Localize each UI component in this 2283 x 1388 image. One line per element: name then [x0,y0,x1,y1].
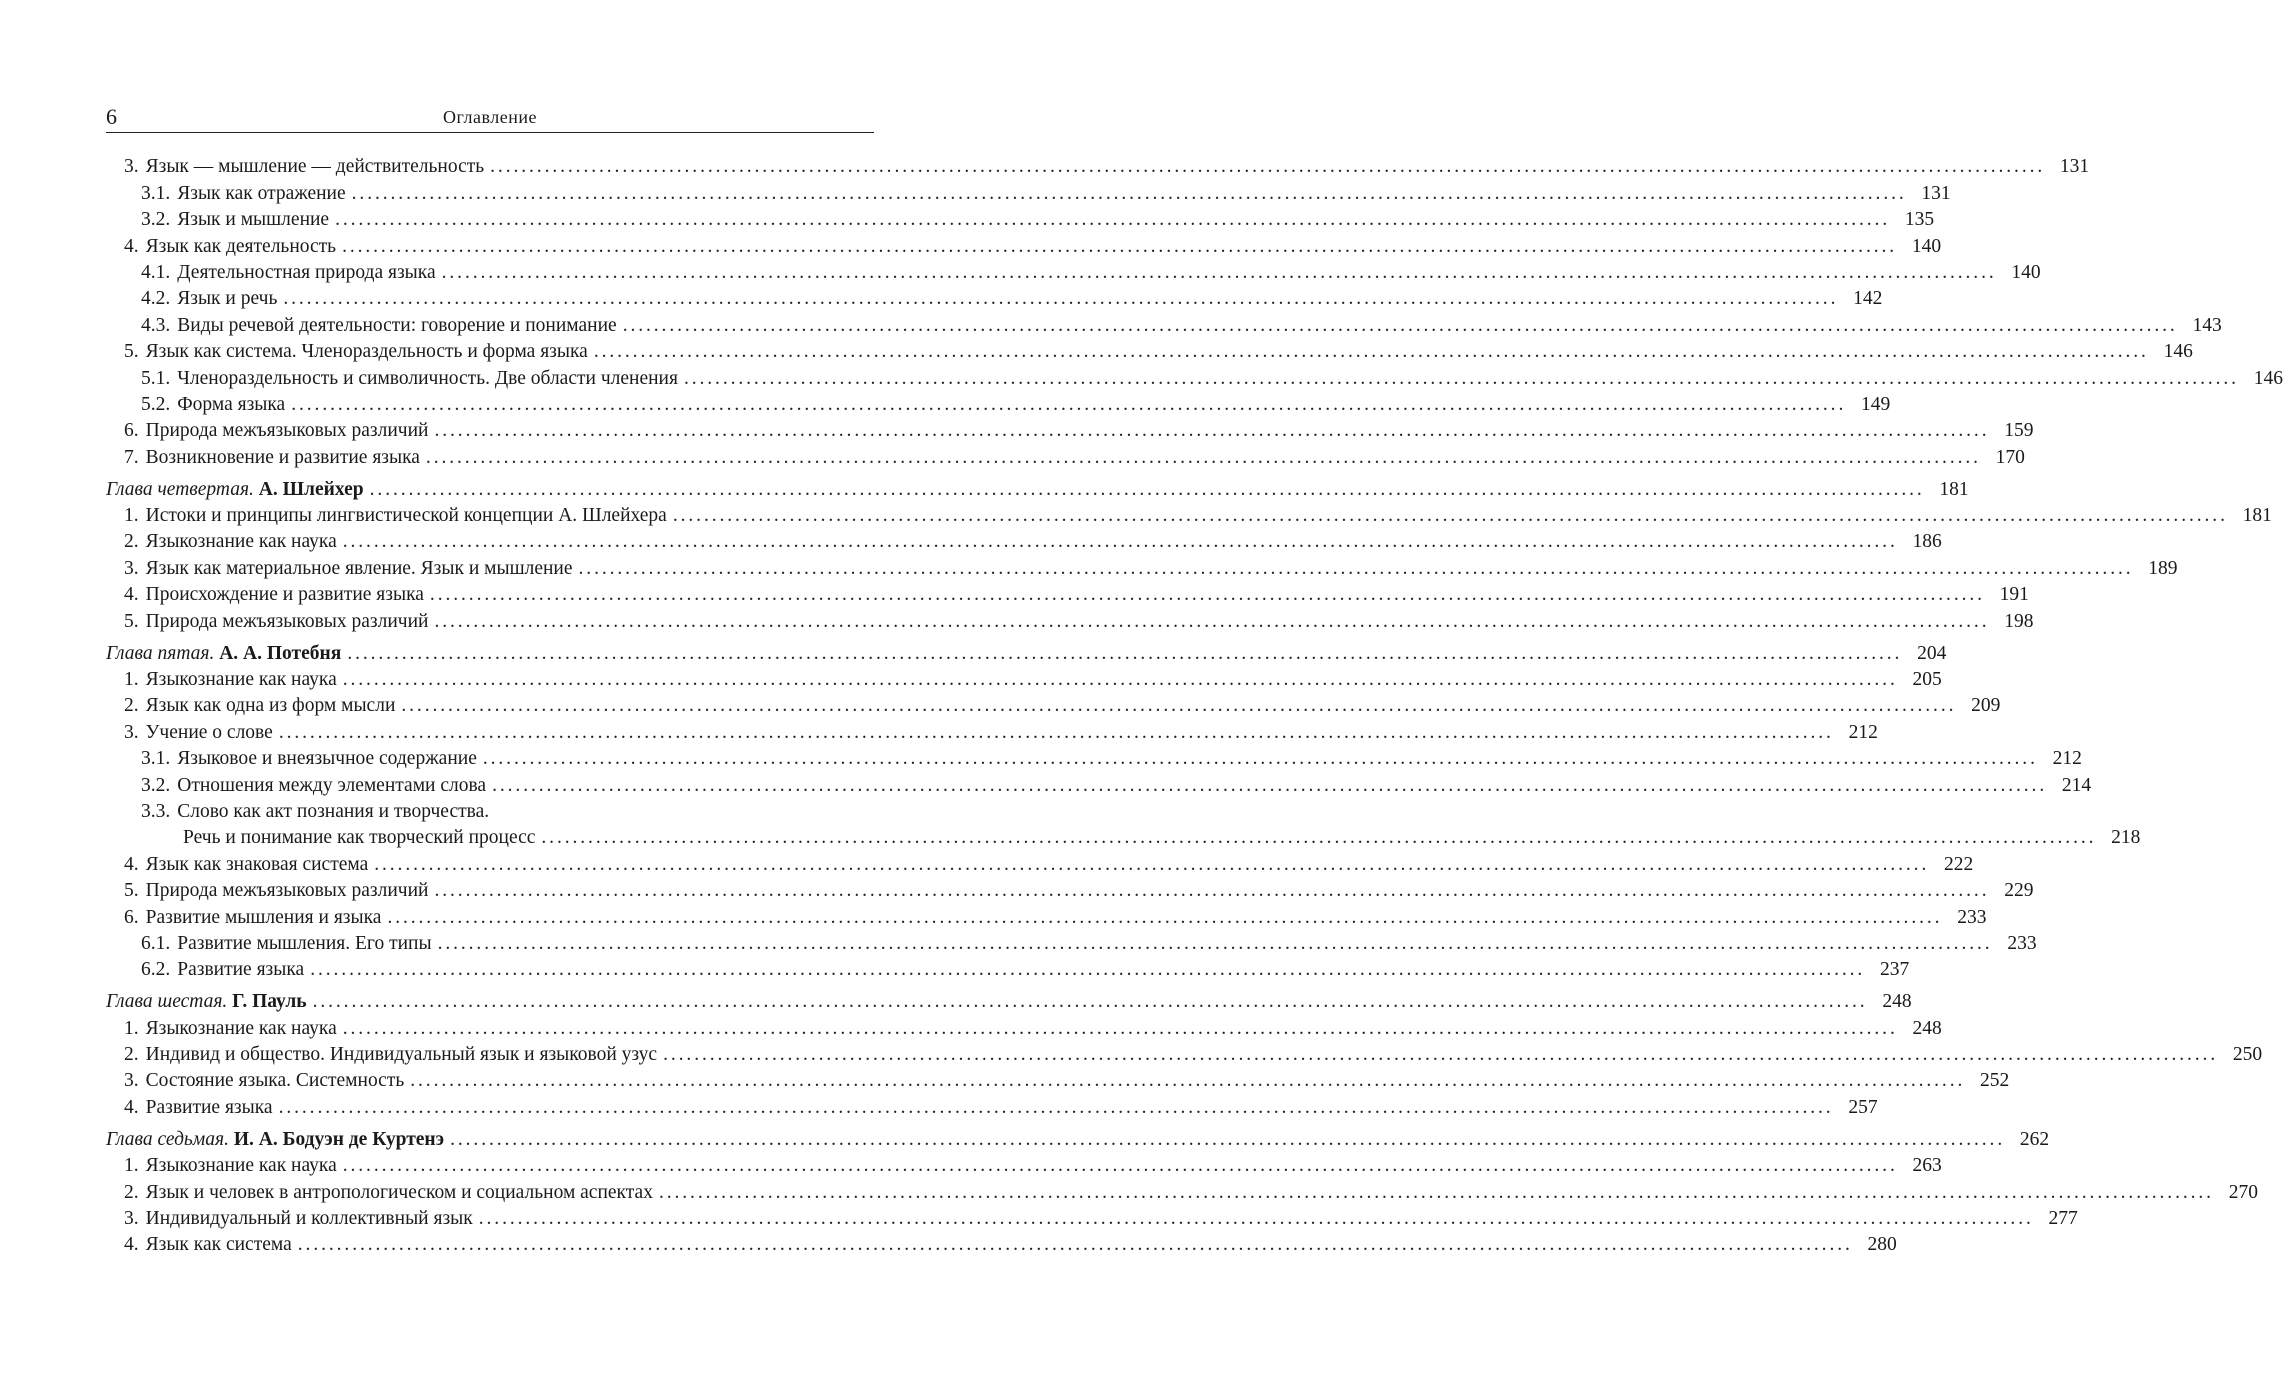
toc-entry-page: 277 [2048,1208,2078,1229]
dot-leader: ........................................................................................................................................................................................................ [342,1155,1898,1177]
toc-entry-page: 205 [1912,669,1942,690]
toc-entry-title: Возникновение и развитие языка [145,446,420,468]
toc-entry-page: 170 [1995,446,2025,468]
toc-entry [106,1094,1878,1120]
dot-leader: ........................................................................................................................................................................................................ [278,721,1834,743]
dot-leader: ........................................................................................................................................................................................................ [578,557,2134,579]
toc-entry-page: 131 [2059,156,2090,178]
toc-entry-page: 209 [1971,695,2001,717]
toc-entry-number: 3. [124,557,139,579]
page-number: 6 [106,104,117,129]
toc-entry-title: Индивид и общество. Индивидуальный язык и языковой узус [145,1044,658,1066]
toc-entry-page: 257 [1848,1096,1878,1118]
toc-entry-number: 3.1. [141,748,171,770]
dot-leader: ........................................................................................................................................................................................................ [347,642,1903,664]
toc-entry-title: Форма языка [177,393,286,415]
page-header [106,104,874,133]
toc-entry-page: 142 [1853,288,1883,310]
toc-entry-page: 149 [1860,393,1891,415]
dot-leader: ........................................................................................................................................................................................................ [434,420,1990,442]
toc-chapter [106,989,1912,1015]
toc-entry-title: Истоки и принципы лингвистической концепции А. Шлейхера [145,505,667,527]
toc-entry [106,180,1951,206]
toc-entry-number: 4.2. [141,288,171,310]
toc-entry [106,667,1942,693]
toc-entry-page: 159 [2004,420,2034,442]
toc-chapter [106,1126,2050,1152]
toc-entry-number: 6. [124,906,139,928]
toc-entry-page: 270 [2228,1181,2258,1203]
toc-entry [106,1206,2078,1232]
dot-leader: ........................................................................................................................................................................................................ [663,1044,2219,1066]
toc-entry-title: Природа межъязыковых различий [145,420,429,442]
dot-leader: ........................................................................................................................................................................................................ [291,393,1847,415]
toc-entry [106,931,2037,957]
toc-entry-number: 3.2. [141,774,171,796]
toc-entry-page: 233 [2007,932,2037,954]
toc-entry-number: 4. [124,584,139,606]
toc-entry-title: Язык и мышление [177,209,330,231]
toc-entry [106,608,2034,634]
toc-entry-number: 4. [124,853,139,875]
toc-entry [106,260,2041,286]
dot-leader: ........................................................................................................................................................................................................ [283,288,1839,310]
toc-entry-page: 229 [2004,880,2034,902]
toc-entry [106,392,1891,418]
dot-leader: ........................................................................................................................................................................................................ [425,446,1981,468]
toc-entry-number: 1. [124,1155,139,1177]
toc-entry-title: Развитие языка [177,959,305,981]
chapter-prefix: Глава пятая. [106,642,215,664]
table-of-contents [106,154,2283,1258]
toc-entry-number: 3.3. [141,800,171,822]
toc-entry [106,1068,2010,1094]
toc-entry-page: 214 [2061,774,2092,796]
toc-entry-number: 3. [124,1208,139,1229]
toc-entry [106,286,1883,312]
toc-entry-title: Языкознание как наука [145,1017,337,1039]
dot-leader: ........................................................................................................................................................................................................ [482,748,2038,770]
toc-chapter [106,476,1969,502]
toc-entry-number: 2. [124,1181,139,1203]
toc-entry [106,799,874,825]
dot-leader: ........................................................................................................................................................................................................ [492,774,2048,796]
dot-leader: ........................................................................................................................................................................................................ [437,932,1993,954]
toc-entry-number: 4.1. [141,261,171,283]
toc-entry-page: 198 [2004,610,2034,632]
toc-entry-number: 4. [124,235,139,257]
chapter-author: А. Шлейхер [258,478,364,500]
dot-leader: ........................................................................................................................................................................................................ [387,906,1943,928]
toc-entry-number: 2. [124,695,139,717]
toc-entry-title: Природа межъязыковых различий [145,610,429,632]
toc-entry-number: 5.1. [141,367,171,389]
toc-entry-page: 248 [1912,1017,1942,1039]
toc-entry-page: 191 [1999,584,2029,606]
toc-entry-number: 6.1. [141,932,171,954]
toc-entry-page: 233 [1957,906,1987,928]
toc-entry-title: Язык как отражение [177,182,346,204]
toc-entry-title: Виды речевой деятельности: говорение и понимание [177,314,617,336]
toc-entry-title: Язык как знаковая система [145,853,369,875]
toc-entry-number: 4.3. [141,314,171,336]
toc-entry-title: Природа межъязыковых различий [145,880,429,902]
toc-entry-page: 146 [2163,341,2193,363]
chapter-prefix: Глава шестая. [106,991,228,1013]
toc-entry-page: 262 [2019,1128,2050,1150]
toc-entry-number: 5.2. [141,393,171,415]
toc-entry-page: 143 [2192,314,2222,336]
toc-entry-page: 252 [1980,1070,2010,1092]
toc-entry-title: Индивидуальный и коллективный язык [145,1208,473,1229]
toc-entry [106,444,2025,470]
toc-entry-page: 263 [1912,1155,1942,1177]
dot-leader: ........................................................................................................................................................................................................ [374,853,1930,875]
toc-entry-number: 7. [124,446,139,468]
dot-leader: ........................................................................................................................................................................................................ [342,531,1898,553]
toc-entry-number: 1. [124,1017,139,1039]
toc-entry-continuation [106,825,2141,851]
toc-entry-number: 2. [124,531,139,553]
toc-entry-number: 3. [124,721,139,743]
dot-leader: ........................................................................................................................................................................................................ [310,959,1866,981]
toc-entry-page: 146 [2253,367,2283,389]
toc-entry [106,851,1974,877]
toc-entry-page: 189 [2148,557,2178,579]
toc-entry-title: Развитие языка [145,1096,273,1118]
toc-entry-number: 2. [124,1044,139,1066]
toc-entry [106,154,2090,180]
dot-leader: ........................................................................................................................................................................................................ [351,182,1907,204]
toc-entry [106,1042,2263,1068]
toc-entry [106,207,1935,233]
toc-entry-page: 212 [1848,721,1878,743]
toc-entry-number: 3. [124,1070,139,1092]
dot-leader: ........................................................................................................................................................................................................ [429,584,1985,606]
toc-entry-title: Языкознание как наука [145,669,337,690]
toc-entry [106,904,1987,930]
toc-entry [106,418,2034,444]
toc-entry-page: 237 [1879,959,1910,981]
toc-entry-title: Язык как деятельность [145,235,337,257]
toc-entry [106,503,2272,529]
toc-entry-title: Язык как одна из форм мысли [145,695,396,717]
dot-leader: ........................................................................................................................................................................................................ [541,827,2097,849]
chapter-author: Г. Пауль [232,991,307,1013]
toc-entry-number: 4. [124,1096,139,1118]
toc-entry-page: 181 [2242,505,2272,527]
toc-entry-page: 140 [1911,235,1942,257]
dot-leader: ........................................................................................................................................................................................................ [434,880,1990,902]
toc-entry [106,719,1878,745]
toc-entry-title: Деятельностная природа языка [177,261,436,283]
toc-entry [106,233,1942,259]
toc-entry-title-cont: Речь и понимание как творческий процесс [183,827,536,849]
dot-leader: ........................................................................................................................................................................................................ [369,478,1925,500]
toc-entry [106,746,2082,772]
toc-entry [106,312,2222,338]
toc-entry-title: Язык как система [145,1234,292,1256]
toc-entry-page: 250 [2232,1044,2263,1066]
toc-entry-page: 181 [1939,478,1969,500]
dot-leader: ........................................................................................................................................................................................................ [342,1017,1898,1039]
dot-leader: ........................................................................................................................................................................................................ [450,1128,2006,1150]
toc-entry-page: 218 [2111,827,2141,849]
toc-entry-number: 5. [124,880,139,902]
toc-entry-title: Язык как материальное явление. Язык и мышление [145,557,573,579]
dot-leader: ........................................................................................................................................................................................................ [342,235,1898,257]
dot-leader: ........................................................................................................................................................................................................ [434,610,1990,632]
toc-entry [106,1179,2258,1205]
dot-leader: ........................................................................................................................................................................................................ [593,341,2149,363]
toc-entry-title: Состояние языка. Системность [145,1070,405,1092]
toc-entry [106,339,2193,365]
toc-entry [106,878,2034,904]
toc-entry-page: 248 [1882,991,1912,1013]
dot-leader: ........................................................................................................................................................................................................ [342,669,1898,690]
toc-entry [106,772,2092,798]
toc-entry-number: 3.2. [141,209,171,231]
running-title: Оглавление [443,107,537,127]
toc-entry-title: Языковое и внеязычное содержание [177,748,477,770]
chapter-prefix: Глава четвертая. [106,478,254,500]
toc-entry-number: 5. [124,610,139,632]
chapter-author: А. А. Потебня [219,642,342,664]
toc-entry-page: 212 [2052,748,2082,770]
dot-leader: ........................................................................................................................................................................................................ [658,1181,2214,1203]
toc-entry [106,1232,1897,1258]
toc-entry-number: 3. [124,156,139,178]
toc-entry-title: Происхождение и развитие языка [145,584,424,606]
toc-entry [106,693,2001,719]
toc-entry-title: Язык как система. Членораздельность и форма языка [145,341,588,363]
toc-entry-page: 135 [1904,209,1935,231]
toc-entry [106,365,2283,391]
dot-leader: ........................................................................................................................................................................................................ [672,505,2228,527]
toc-entry-title: Развитие мышления. Его типы [177,932,432,954]
toc-entry-number: 6. [124,420,139,442]
dot-leader: ........................................................................................................................................................................................................ [297,1234,1853,1256]
dot-leader: ........................................................................................................................................................................................................ [441,261,1997,283]
toc-entry-title: Развитие мышления и языка [145,906,382,928]
dot-leader: ........................................................................................................................................................................................................ [335,209,1891,231]
dot-leader: ........................................................................................................................................................................................................ [410,1070,1966,1092]
toc-entry [106,957,1910,983]
toc-entry-page: 131 [1921,182,1951,204]
dot-leader: ........................................................................................................................................................................................................ [401,695,1957,717]
toc-entry-title: Слово как акт познания и творчества. [177,800,490,822]
chapter-author: И. А. Бодуэн де Куртенэ [233,1128,445,1150]
toc-entry-title: Язык и речь [177,288,278,310]
toc-entry [106,529,1942,555]
toc-entry [106,555,2178,581]
toc-entry-page: 222 [1943,853,1974,875]
toc-entry-page: 204 [1917,642,1947,664]
toc-entry-title: Членораздельность и символичность. Две области членения [177,367,678,389]
toc-entry-number: 6.2. [141,959,171,981]
toc-entry [106,582,2029,608]
toc-entry-page: 280 [1867,1234,1897,1256]
dot-leader: ........................................................................................................................................................................................................ [478,1208,2034,1229]
toc-entry-title: Язык — мышление — действительность [145,156,485,178]
toc-entry-number: 1. [124,669,139,690]
toc-entry [106,1015,1942,1041]
toc-entry [106,1153,1942,1179]
chapter-prefix: Глава седьмая. [106,1128,229,1150]
dot-leader: ........................................................................................................................................................................................................ [683,367,2239,389]
toc-entry-title: Языкознание как наука [145,1155,337,1177]
toc-entry-title: Язык и человек в антропологическом и социальном аспектах [145,1181,653,1203]
dot-leader: ........................................................................................................................................................................................................ [312,991,1868,1013]
dot-leader: ........................................................................................................................................................................................................ [490,156,2046,178]
toc-entry-number: 5. [124,341,139,363]
toc-entry-title: Учение о слове [145,721,273,743]
dot-leader: ........................................................................................................................................................................................................ [622,314,2178,336]
toc-entry-number: 1. [124,505,139,527]
toc-entry-title: Языкознание как наука [145,531,337,553]
toc-entry-page: 186 [1912,531,1942,553]
toc-entry-page: 140 [2011,261,2041,283]
toc-entry-number: 3.1. [141,182,171,204]
toc-entry-title: Отношения между элементами слова [177,774,487,796]
toc-entry-number: 4. [124,1234,139,1256]
dot-leader: ........................................................................................................................................................................................................ [278,1096,1834,1118]
toc-chapter [106,640,1947,666]
